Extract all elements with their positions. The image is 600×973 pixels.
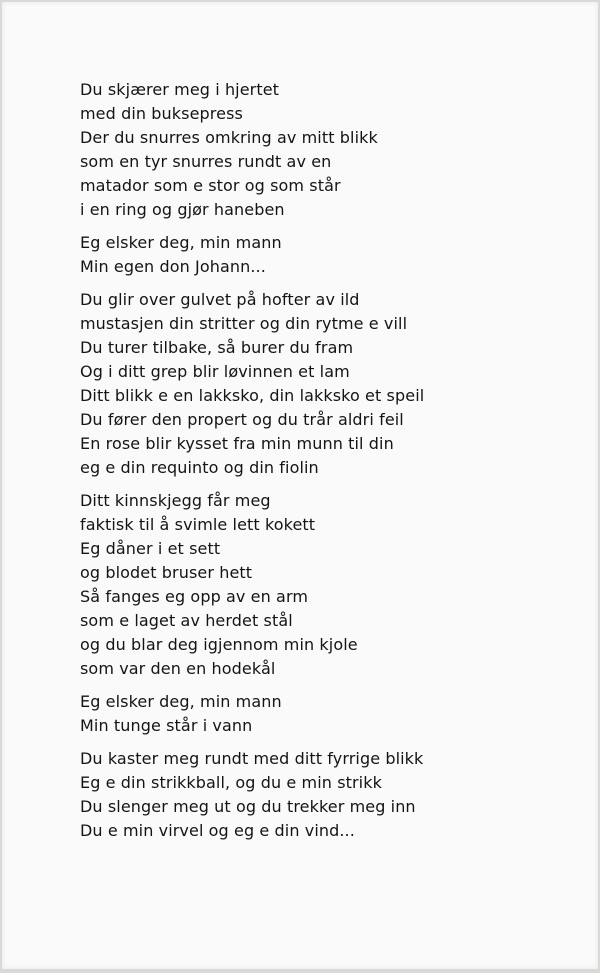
poem-line: Du kaster meg rundt med ditt fyrrige blikk xyxy=(80,749,424,768)
poem-line: og blodet bruser hett xyxy=(80,563,253,582)
poem-line: mustasjen din stritter og din rytme e vill xyxy=(80,314,408,333)
poem-line: Du glir over gulvet på hofter av ild xyxy=(80,290,360,309)
stanza-4 xyxy=(80,489,560,681)
poem-line: Du skjærer meg i hjertet xyxy=(80,80,280,99)
stanza-2 xyxy=(80,231,560,279)
poem-line: Du turer tilbake, så burer du fram xyxy=(80,338,354,357)
poem-line: Du fører den propert og du trår aldri feil xyxy=(80,410,404,429)
stanza-5 xyxy=(80,690,560,738)
poem-line: En rose blir kysset fra min munn til din xyxy=(80,434,394,453)
stanza-3 xyxy=(80,288,560,480)
poem-line: som en tyr snurres rundt av en xyxy=(80,152,332,171)
poem-line: eg e din requinto og din fiolin xyxy=(80,458,319,477)
poem-line: Ditt kinnskjegg får meg xyxy=(80,491,271,510)
poem-line: Du slenger meg ut og du trekker meg inn xyxy=(80,797,416,816)
poem-line: Så fanges eg opp av en arm xyxy=(80,587,309,606)
poem-line: og du blar deg igjennom min kjole xyxy=(80,635,358,654)
poem-line: faktisk til å svimle lett kokett xyxy=(80,515,316,534)
poem-line: Der du snurres omkring av mitt blikk xyxy=(80,128,378,147)
poem-line: Og i ditt grep blir løvinnen et lam xyxy=(80,362,350,381)
poem-line: Min egen don Johann... xyxy=(80,257,266,276)
poem-line: i en ring og gjør haneben xyxy=(80,200,285,219)
poem-line: matador som e stor og som står xyxy=(80,176,341,195)
poem-line: Eg elsker deg, min mann xyxy=(80,233,282,252)
poem-line: Ditt blikk e en lakksko, din lakksko et speil xyxy=(80,386,425,405)
poem-line: med din buksepress xyxy=(80,104,243,123)
poem-line: som e laget av herdet stål xyxy=(80,611,293,630)
stanza-6 xyxy=(80,747,560,843)
poem-line: Eg elsker deg, min mann xyxy=(80,692,282,711)
poem-line: som var den en hodekål xyxy=(80,659,276,678)
poem-line: Eg e din strikkball, og du e min strikk xyxy=(80,773,382,792)
poem-text xyxy=(80,78,560,852)
page xyxy=(2,2,598,969)
poem-line: Min tunge står i vann xyxy=(80,716,253,735)
poem-line: Eg dåner i et sett xyxy=(80,539,221,558)
poem-line: Du e min virvel og eg e din vind... xyxy=(80,821,355,840)
stanza-1 xyxy=(80,78,560,222)
